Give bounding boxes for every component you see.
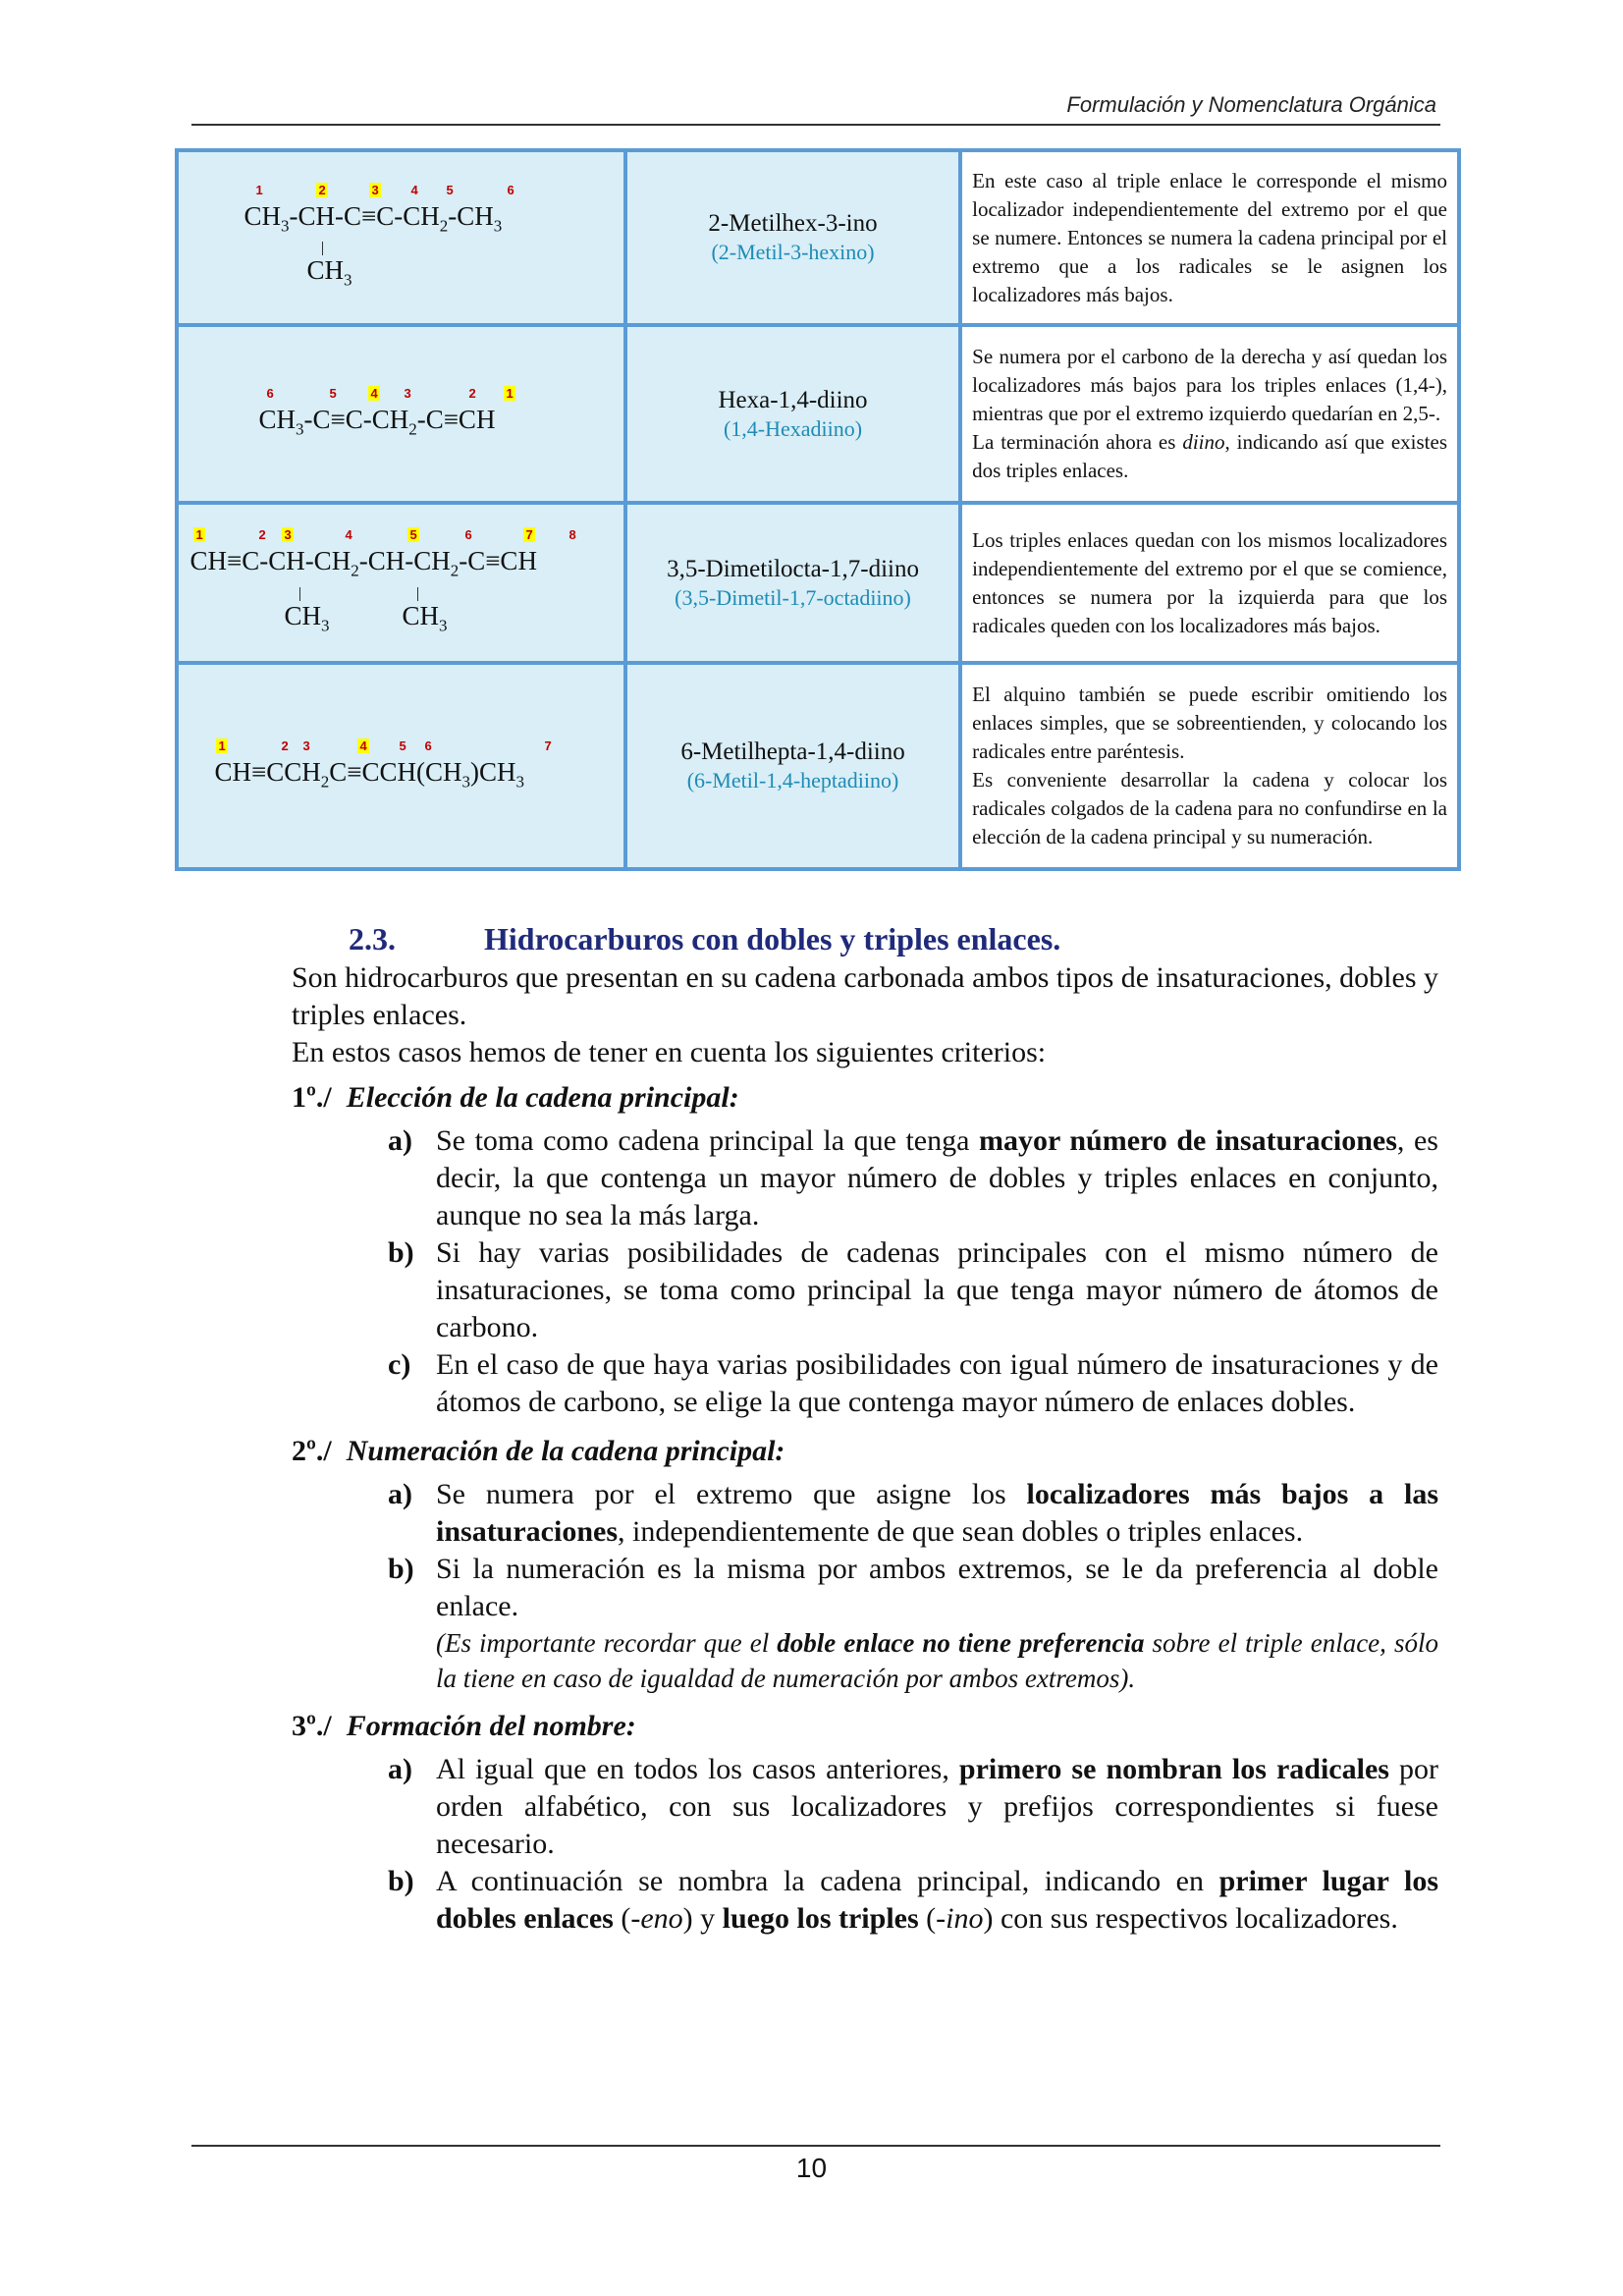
- explanation-cell: [960, 663, 1459, 869]
- formula-cell: [177, 325, 625, 503]
- locant-numbers: [189, 523, 612, 545]
- name-cell: [625, 150, 960, 325]
- list-item: a) Se numera por el extremo que asigne los localizadores más bajos a las insaturaciones, independientemente de que sean dobles o triples enlaces.: [388, 1478, 1438, 1548]
- table-row: [177, 503, 1459, 663]
- locant: 5: [446, 182, 454, 197]
- main-chain: $CH\equiv C-CH-CH_2-CH-CH_2-C\equiv CH$: [189, 546, 537, 580]
- iupac-name: Hexa-1,4-diino: [718, 386, 868, 413]
- criterion-heading: 2º./ Numeración de la cadena principal:: [292, 1435, 785, 1467]
- criterion-list: [388, 1122, 1438, 1421]
- locant: 5: [409, 527, 417, 543]
- explanation-cell: [960, 503, 1459, 663]
- nomenclature-table: [175, 148, 1461, 871]
- locant: 3: [371, 182, 379, 197]
- condensed-formula: $CH\equiv CCH_2C\equiv CCH(CH_3)CH_3$: [214, 756, 524, 792]
- locant-numbers: [214, 735, 587, 756]
- running-header: Formulación y Nomenclatura Orgánica: [1066, 92, 1436, 117]
- locant: 6: [507, 182, 514, 197]
- traditional-name: (6-Metil-1,4-heptadiino): [686, 768, 899, 793]
- locant: 6: [266, 386, 274, 402]
- locant: 4: [370, 386, 378, 402]
- intro-paragraph: Son hidrocarburos que presentan en su cadena carbonada ambos tipos de insaturaciones, dobles y triples enlaces. En estos casos hemos de tener en cuenta los siguientes criterios:: [292, 961, 1438, 1068]
- table-row: [177, 325, 1459, 503]
- list-item: b) Si la numeración es la misma por ambos extremos, se le da preferencia al doble enlace. (Es importante recordar que el doble enlace no tiene preferencia sobre el triple enlace, sólo la tiene en caso de igualdad de numeración por ambos extremos).: [388, 1551, 1438, 1696]
- name-cell: [625, 663, 960, 869]
- parenthetical-note: (Es importante recordar que el doble enlace no tiene preferencia sobre el triple enlace, sólo la tiene en caso de igualdad de numeración por ambos extremos).: [436, 1628, 1438, 1693]
- iupac-name: 6-Metilhepta-1,4-diino: [680, 738, 905, 765]
- locant: 5: [329, 386, 337, 402]
- table-row: [177, 663, 1459, 869]
- footer-rule: [191, 2145, 1440, 2147]
- formula-cell: [177, 503, 625, 663]
- table-row: [177, 150, 1459, 325]
- traditional-name: (2-Metil-3-hexino): [711, 240, 875, 264]
- locant: 7: [544, 738, 552, 753]
- main-chain: $CH_3-C\equiv C-CH_2-C\equiv CH$: [258, 405, 496, 439]
- explanation-cell: [960, 325, 1459, 503]
- locant: 4: [345, 527, 352, 543]
- list-item: a) Al igual que en todos los casos anteriores, primero se nombran los radicales por orden alfabético, con sus localizadores y prefijos correspondientes si fuese necesario.: [388, 1753, 1438, 1860]
- structural-formula: [214, 735, 587, 797]
- locant: 4: [359, 738, 367, 753]
- structural-formula: [258, 382, 543, 445]
- locant-numbers: [243, 179, 558, 200]
- locant: 3: [284, 527, 292, 543]
- branch: $CH_3$: [243, 242, 558, 297]
- locant: 7: [525, 527, 533, 543]
- header-rule: [191, 124, 1440, 126]
- explanation-text: En este caso al triple enlace le corresponde el mismo localizador independientemente del extremo por el que se numere. Entonces se numera la cadena principal por el extremo que a los radicales se le asignen los localizadores más bajos.: [972, 168, 1447, 306]
- formula-cell: [177, 150, 625, 325]
- locant: 4: [410, 182, 418, 197]
- locant: 6: [424, 738, 432, 753]
- locant: 5: [399, 738, 406, 753]
- section-number: 2.3.: [349, 921, 396, 957]
- criterion-list: [388, 1751, 1438, 1938]
- locant-numbers: [258, 382, 543, 404]
- main-chain: $CH_3-CH-C\equiv C-CH_2-CH_3$: [243, 200, 503, 236]
- iupac-name: 2-Metilhex-3-ino: [708, 210, 878, 237]
- locant: 2: [258, 527, 266, 543]
- criterion-heading: 1º./ Elección de la cadena principal:: [292, 1081, 739, 1114]
- locant: 2: [318, 182, 326, 197]
- locant: 2: [468, 386, 476, 402]
- locant: 3: [404, 386, 411, 402]
- structural-formula: [243, 179, 558, 297]
- formula-cell: [177, 663, 625, 869]
- list-item: c) En el caso de que haya varias posibilidades con igual número de insaturaciones y de átomos de carbono, se elige la que contenga mayor número de enlaces dobles.: [388, 1348, 1438, 1418]
- structural-formula: [189, 523, 612, 641]
- main-content: [292, 918, 1438, 1938]
- traditional-name: (1,4-Hexadiino): [723, 415, 863, 441]
- locant: 1: [255, 182, 263, 197]
- name-cell: [625, 325, 960, 503]
- locant: 2: [281, 738, 289, 753]
- list-item: a) Se toma como cadena principal la que tenga mayor número de insaturaciones, es decir, la que contenga un mayor número de dobles y triples enlaces en conjunto, aunque no sea la más larga.: [388, 1124, 1438, 1231]
- list-item: b) A continuación se nombra la cadena principal, indicando en primer lugar los dobles enlaces (-eno) y luego los triples (-ino) con sus respectivos localizadores.: [388, 1865, 1438, 1935]
- section-title: Hidrocarburos con dobles y triples enlaces.: [484, 921, 1061, 957]
- explanation-text: Se numera por el carbono de la derecha y así quedan los localizadores más bajos para los triples enlaces (1,4-), mientras que por el extremo izquierdo quedarían en 2,5-. La terminación ahora es diino, indicando así que existes dos triples enlaces.: [972, 345, 1447, 482]
- list-item: b) Si hay varias posibilidades de cadenas principales con el mismo número de insaturaciones, se toma como principal la que tenga mayor número de átomos de carbono.: [388, 1236, 1438, 1343]
- locant: 6: [464, 527, 472, 543]
- traditional-name: (3,5-Dimetil-1,7-octadiino): [675, 584, 911, 610]
- explanation-text: Los triples enlaces quedan con los mismos localizadores independientemente del extremo por el que se comience, entonces se numera por la izquierda para que los radicales queden con los localizadores más bajos.: [972, 527, 1447, 637]
- locant: 1: [506, 386, 514, 402]
- branch: $CH_3$ $CH_3$: [189, 587, 612, 642]
- criterion-list: [388, 1476, 1438, 1696]
- locant: 8: [568, 527, 576, 543]
- name-cell: [625, 503, 960, 663]
- locant: 1: [218, 738, 226, 753]
- criterion-heading: 3º./ Formación del nombre:: [292, 1710, 636, 1742]
- locant: 1: [195, 527, 203, 543]
- explanation-text: El alquino también se puede escribir omitiendo los enlaces simples, que se sobreentienden, y colocando los radicales entre paréntesis. Es conveniente desarrollar la cadena y colocar los radicales colgados de la cadena para no confundirse en la elección de la cadena principal y su numeración.: [972, 683, 1447, 848]
- iupac-name: 3,5-Dimetilocta-1,7-diino: [667, 555, 919, 582]
- explanation-cell: [960, 150, 1459, 325]
- locant: 3: [302, 738, 310, 753]
- page-number: 10: [795, 2153, 828, 2183]
